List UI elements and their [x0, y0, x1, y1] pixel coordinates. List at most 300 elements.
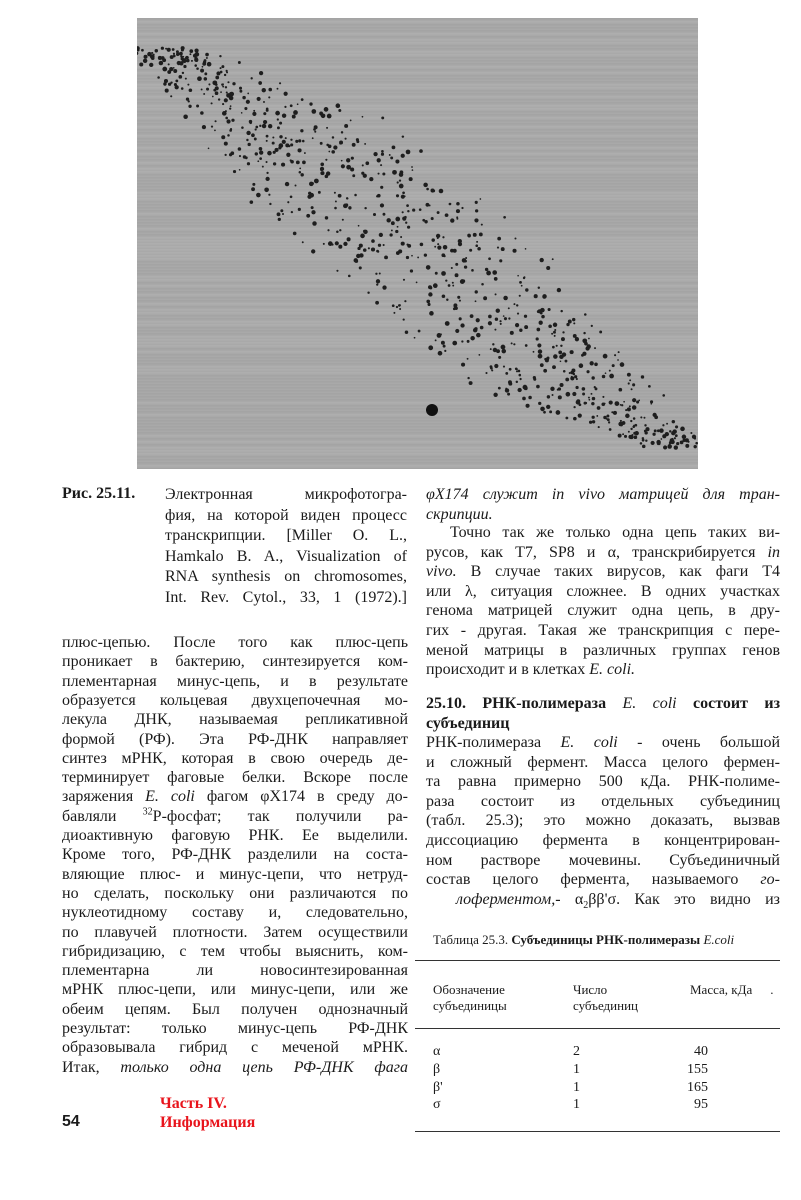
- micrograph-particle: [558, 350, 562, 354]
- micrograph-particle: [268, 194, 270, 196]
- micrograph-particle: [224, 142, 228, 146]
- table-caption-title: Субъединицы РНК-полимеразы: [511, 932, 704, 947]
- micrograph-particle: [375, 273, 377, 275]
- micrograph-particle: [170, 81, 172, 83]
- micrograph-particle: [448, 284, 451, 287]
- micrograph-particle: [265, 161, 267, 163]
- micrograph-particle: [648, 385, 651, 388]
- micrograph-particle: [552, 365, 556, 369]
- text-segment: E. coli: [622, 695, 677, 712]
- micrograph-particle: [475, 201, 478, 204]
- micrograph-particle: [523, 276, 525, 278]
- micrograph-particle: [251, 187, 255, 191]
- text-line: [426, 831, 780, 850]
- micrograph-particle: [222, 83, 224, 85]
- micrograph-particle: [299, 167, 301, 169]
- micrograph-particle: [475, 244, 478, 247]
- micrograph-particle: [503, 216, 506, 219]
- micrograph-particle: [411, 166, 413, 168]
- micrograph-particle: [437, 243, 439, 245]
- micrograph-particle: [645, 427, 649, 431]
- micrograph-particle: [560, 310, 562, 312]
- micrograph-particle: [508, 307, 510, 309]
- micrograph-particle: [182, 59, 186, 63]
- micrograph-particle: [540, 258, 544, 262]
- micrograph-particle: [605, 372, 607, 374]
- text-line: [426, 870, 780, 889]
- micrograph-particle: [603, 354, 608, 359]
- micrograph-particle: [254, 138, 257, 141]
- micrograph-particle: [609, 374, 614, 379]
- micrograph-particle: [517, 275, 519, 277]
- text-segment: состав целого фермента, называемого: [426, 871, 761, 889]
- micrograph-particle: [320, 167, 324, 171]
- micrograph-particle: [212, 96, 214, 98]
- text-line: [62, 787, 408, 806]
- micrograph-particle: [292, 115, 296, 119]
- micrograph-particle: [669, 443, 671, 445]
- micrograph-particle: [540, 407, 545, 412]
- micrograph-particle: [229, 153, 232, 156]
- micrograph-particle: [325, 159, 327, 161]
- micrograph-particle: [383, 244, 385, 246]
- micrograph-particle: [405, 331, 408, 334]
- micrograph-particle: [633, 417, 636, 420]
- micrograph-particle: [465, 257, 467, 259]
- micrograph-particle: [445, 280, 447, 282]
- micrograph-particle: [348, 275, 351, 278]
- micrograph-particle: [325, 216, 328, 219]
- text-line: [426, 714, 780, 733]
- micrograph-particle: [437, 211, 440, 214]
- micrograph-particle: [247, 93, 249, 95]
- micrograph-particle: [185, 78, 187, 80]
- micrograph-particle: [204, 72, 207, 75]
- text-segment: RNA synthesis on chromosomes,: [165, 568, 407, 586]
- micrograph-particle: [437, 246, 441, 250]
- micrograph-particle: [185, 57, 187, 59]
- micrograph-particle: [311, 182, 314, 185]
- micrograph-particle: [369, 177, 373, 181]
- micrograph-particle: [272, 142, 275, 145]
- micrograph-particle: [266, 108, 269, 111]
- micrograph-particle: [182, 72, 184, 74]
- micrograph-particle: [352, 143, 356, 147]
- micrograph-particle: [519, 378, 521, 380]
- micrograph-particle: [320, 114, 323, 117]
- micrograph-particle: [478, 354, 480, 356]
- micrograph-particle: [412, 209, 415, 212]
- micrograph-particle: [553, 354, 558, 359]
- micrograph-particle: [511, 342, 513, 344]
- micrograph-particle: [268, 96, 270, 98]
- micrograph-particle: [680, 427, 685, 432]
- text-line: [62, 826, 408, 845]
- micrograph-particle: [203, 93, 205, 95]
- text-segment: 25.10. РНК-полимераза: [426, 695, 623, 712]
- micrograph-particle: [266, 172, 268, 174]
- micrograph-particle: [265, 121, 267, 123]
- micrograph-particle: [538, 287, 540, 289]
- micrograph-particle: [588, 338, 590, 340]
- text-line: [426, 505, 780, 524]
- micrograph-particle: [526, 404, 530, 408]
- micrograph-particle: [429, 311, 434, 316]
- text-segment: русов, как T7, SP8 и α, транскрибируется: [426, 543, 768, 561]
- micrograph-particle: [208, 83, 210, 85]
- micrograph-particle: [225, 117, 228, 120]
- micrograph-particle: [163, 82, 166, 85]
- text-segment: лекула ДНК, называемая репликативной: [62, 711, 408, 729]
- text-line: [62, 633, 408, 652]
- text-segment: Hamkalo B. A., Visualization of: [165, 547, 407, 565]
- micrograph-particle: [654, 429, 657, 432]
- micrograph-particle: [206, 88, 209, 91]
- micrograph-particle: [426, 300, 430, 304]
- micrograph-particle: [618, 351, 620, 353]
- micrograph-particle: [629, 405, 631, 407]
- micrograph-particle: [666, 423, 668, 425]
- micrograph-particle: [238, 147, 242, 151]
- micrograph-particle: [609, 370, 611, 372]
- text-line: [62, 903, 408, 922]
- micrograph-particle: [362, 164, 364, 166]
- micrograph-particle: [675, 434, 678, 437]
- text-segment: гибридизацию, с тем чтобы выяснить, ком-: [62, 942, 408, 960]
- text-segment: Р-фосфат; так получили ра-: [152, 807, 408, 825]
- micrograph-particle: [665, 432, 669, 436]
- micrograph-particle: [424, 254, 427, 257]
- micrograph-particle: [168, 63, 170, 65]
- micrograph-particle: [239, 87, 242, 90]
- micrograph-particle: [291, 211, 293, 213]
- micrograph-particle: [175, 85, 179, 89]
- micrograph-particle: [586, 370, 589, 373]
- micrograph-particle: [566, 323, 569, 326]
- micrograph-particle: [441, 271, 446, 276]
- micrograph-particle: [258, 81, 262, 85]
- micrograph-particle: [314, 125, 318, 129]
- micrograph-particle: [287, 201, 289, 203]
- micrograph-particle: [233, 170, 236, 173]
- micrograph-particle: [379, 273, 381, 275]
- micrograph-particle: [173, 69, 177, 73]
- micrograph-particle: [403, 279, 405, 281]
- micrograph-particle: [519, 281, 522, 284]
- micrograph-particle: [417, 257, 419, 259]
- micrograph-particle: [574, 375, 577, 378]
- micrograph-particle: [507, 393, 510, 396]
- micrograph-particle: [207, 62, 212, 67]
- micrograph-particle: [290, 143, 293, 146]
- micrograph-particle: [311, 206, 314, 209]
- micrograph-particle: [464, 265, 467, 268]
- micrograph-particle: [612, 364, 615, 367]
- micrograph-particle: [471, 269, 474, 272]
- micrograph-particle: [399, 180, 401, 182]
- micrograph-particle: [181, 87, 184, 90]
- micrograph-particle: [685, 438, 689, 442]
- micrograph-particle: [565, 417, 568, 420]
- micrograph-particle: [477, 247, 481, 251]
- micrograph-particle: [458, 239, 462, 243]
- micrograph-particle: [157, 76, 160, 79]
- micrograph-particle: [576, 378, 578, 380]
- micrograph-particle: [350, 120, 352, 122]
- micrograph-particle: [594, 347, 596, 349]
- micrograph-particle: [307, 195, 311, 199]
- micrograph-particle: [284, 92, 288, 96]
- micrograph-particle: [392, 304, 395, 307]
- micrograph-particle: [350, 167, 354, 171]
- text-segment: вляющие плюс- и минус-цепи, что нетруд-: [62, 865, 408, 883]
- micrograph-particle: [368, 247, 370, 249]
- micrograph-particle: [459, 317, 462, 320]
- micrograph-particle: [173, 53, 175, 55]
- micrograph-particle: [591, 325, 593, 327]
- micrograph-particle: [503, 315, 505, 317]
- micrograph-particle: [492, 270, 497, 275]
- micrograph-particle: [200, 111, 204, 115]
- micrograph-particle: [334, 207, 337, 210]
- micrograph-particle: [642, 437, 644, 439]
- micrograph-particle: [227, 134, 230, 137]
- micrograph-particle: [295, 140, 298, 143]
- micrograph-particle: [391, 221, 395, 225]
- micrograph-particle: [170, 55, 174, 59]
- micrograph-particle: [424, 220, 427, 223]
- text-segment: состоит из: [676, 695, 781, 712]
- micrograph-particle: [627, 407, 631, 411]
- micrograph-particle: [246, 131, 250, 135]
- micrograph-particle: [231, 119, 234, 122]
- micrograph-particle: [275, 111, 280, 116]
- text-segment: результат: только минус-цепь РФ-ДНК: [62, 1020, 408, 1037]
- micrograph-particle: [583, 332, 585, 334]
- micrograph-particle: [290, 195, 293, 198]
- micrograph-particle: [402, 191, 405, 194]
- micrograph-particle: [546, 266, 550, 270]
- micrograph-particle: [281, 163, 285, 167]
- micrograph-particle: [495, 318, 498, 321]
- micrograph-particle: [406, 150, 411, 155]
- text-line: [426, 660, 780, 679]
- text-line: [165, 526, 407, 545]
- micrograph-particle: [343, 242, 347, 246]
- micrograph-particle: [285, 137, 287, 139]
- micrograph-particle: [521, 285, 523, 287]
- micrograph-particle: [628, 382, 630, 384]
- micrograph-particle: [436, 234, 440, 238]
- micrograph-particle: [277, 126, 280, 129]
- micrograph-particle: [285, 182, 289, 186]
- micrograph-particle: [557, 389, 559, 391]
- micrograph-particle: [573, 406, 575, 408]
- micrograph-particle: [491, 369, 493, 371]
- micrograph-particle: [625, 414, 630, 419]
- micrograph-particle: [314, 179, 319, 184]
- text-segment: плементарная минус-цепь, и в результате: [62, 672, 408, 690]
- micrograph-particle: [279, 122, 282, 125]
- part-title: Информация: [160, 1114, 256, 1131]
- micrograph-particle: [245, 156, 248, 159]
- text-segment: ββ'σ. Как это видно из: [588, 890, 780, 908]
- micrograph-particle: [455, 263, 458, 266]
- micrograph-particle: [215, 91, 219, 95]
- micrograph-particle: [395, 230, 398, 233]
- micrograph-particle: [534, 294, 538, 298]
- micrograph-particle: [693, 445, 696, 448]
- micrograph-particle: [384, 255, 388, 259]
- micrograph-particle: [312, 137, 314, 139]
- micrograph-particle: [193, 54, 197, 58]
- micrograph-particle: [515, 323, 519, 327]
- micrograph-particle: [672, 429, 676, 433]
- text-line: [62, 923, 408, 942]
- micrograph-particle: [548, 324, 552, 328]
- micrograph-particle: [685, 444, 689, 448]
- text-line: [426, 523, 780, 542]
- micrograph-particle: [428, 345, 433, 350]
- micrograph-particle: [399, 304, 401, 306]
- micrograph-particle: [656, 440, 660, 444]
- micrograph-particle: [401, 242, 405, 246]
- micrograph-particle: [452, 282, 454, 284]
- micrograph-particle: [341, 131, 343, 133]
- micrograph-particle: [569, 372, 571, 374]
- text-line: [62, 730, 408, 749]
- micrograph-particle: [339, 141, 343, 145]
- micrograph-particle: [493, 348, 497, 352]
- micrograph-particle: [435, 272, 438, 275]
- micrograph-particle: [539, 321, 543, 325]
- micrograph-particle: [674, 437, 676, 439]
- micrograph-particle: [356, 138, 359, 141]
- micrograph-particle: [290, 104, 293, 107]
- text-line: [426, 792, 780, 811]
- micrograph-particle: [632, 405, 637, 410]
- micrograph-particle: [272, 136, 274, 138]
- micrograph-particle: [346, 158, 350, 162]
- micrograph-particle: [536, 385, 540, 389]
- micrograph-particle: [606, 415, 609, 418]
- micrograph-particle: [675, 425, 678, 428]
- micrograph-particle: [652, 413, 656, 417]
- micrograph-particle: [202, 66, 204, 68]
- micrograph-particle: [442, 236, 444, 238]
- micrograph-particle: [396, 306, 398, 308]
- micrograph-particle: [431, 217, 434, 220]
- micrograph-particle: [249, 120, 252, 123]
- micrograph-particle: [255, 126, 258, 129]
- text-line: [62, 961, 408, 980]
- text-segment: Кроме того, РФ-ДНК разделили на соста-: [62, 846, 408, 864]
- micrograph-particle: [341, 164, 345, 168]
- micrograph-particle: [452, 285, 454, 287]
- text-line: [62, 942, 408, 961]
- micrograph-particle: [492, 343, 494, 345]
- micrograph-particle: [608, 421, 610, 423]
- micrograph-particle: [302, 140, 305, 143]
- table-cell-count: 2: [573, 1044, 580, 1059]
- micrograph-particle: [516, 304, 518, 306]
- micrograph-particle: [508, 382, 512, 386]
- micrograph-particle: [513, 303, 515, 305]
- micrograph-particle: [401, 154, 405, 158]
- micrograph-particle: [443, 255, 445, 257]
- micrograph-particle: [557, 288, 561, 292]
- micrograph-particle: [397, 226, 399, 228]
- micrograph-particle: [672, 420, 675, 423]
- micrograph-particle: [229, 96, 234, 101]
- micrograph-particle: [475, 209, 478, 212]
- micrograph-particle: [652, 433, 655, 436]
- micrograph-particle: [488, 257, 491, 260]
- micrograph-particle: [263, 112, 266, 115]
- text-line: [165, 567, 407, 586]
- micrograph-particle: [631, 388, 633, 390]
- micrograph-particle: [473, 233, 477, 237]
- micrograph-particle: [406, 256, 409, 259]
- micrograph-particle: [540, 308, 545, 313]
- micrograph-particle: [342, 219, 344, 221]
- micrograph-particle: [180, 55, 183, 58]
- micrograph-particle: [573, 373, 575, 375]
- micrograph-particle: [640, 442, 643, 445]
- micrograph-particle: [552, 394, 554, 396]
- micrograph-particle: [692, 435, 696, 439]
- micrograph-particle: [617, 359, 619, 361]
- micrograph-particle: [461, 363, 465, 367]
- micrograph-particle: [204, 77, 208, 81]
- micrograph-particle: [326, 127, 328, 129]
- micrograph-particle: [499, 259, 502, 262]
- micrograph-particle: [162, 58, 166, 62]
- micrograph-particle: [588, 397, 590, 399]
- text-line: [426, 582, 780, 601]
- micrograph-particle: [332, 136, 334, 138]
- micrograph-particle: [389, 154, 391, 156]
- text-segment: ном растворе мочевины. Субъединичный: [426, 851, 780, 869]
- micrograph-particle: [414, 337, 416, 339]
- micrograph-particle: [399, 184, 404, 189]
- micrograph-particle: [518, 374, 521, 377]
- text-segment: мРНК плюс-цепи, или минус-цепи, или же: [62, 981, 408, 999]
- micrograph-particle: [641, 375, 644, 378]
- micrograph-particle: [288, 145, 290, 147]
- micrograph-particle: [499, 320, 501, 322]
- micrograph-particle: [290, 139, 292, 141]
- micrograph-particle: [378, 173, 380, 175]
- micrograph-particle: [670, 438, 675, 443]
- micrograph-particle: [298, 208, 301, 211]
- micrograph-particle: [635, 431, 639, 435]
- micrograph-particle: [624, 435, 627, 438]
- micrograph-particle: [469, 249, 472, 252]
- text-segment: формой (РФ). Эта РФ-ДНК направляет: [62, 730, 408, 748]
- micrograph-particle: [208, 148, 210, 150]
- micrograph-particle: [456, 202, 460, 206]
- micrograph-particle: [269, 203, 271, 205]
- micrograph-particle: [169, 67, 173, 71]
- micrograph-particle: [390, 156, 393, 159]
- text-segment: диоактивную фаговую РНК. Ее выделили.: [62, 827, 408, 844]
- micrograph-particle: [197, 76, 202, 81]
- micrograph-particle: [189, 53, 191, 55]
- micrograph-particle: [562, 331, 564, 333]
- micrograph-particle: [143, 59, 147, 63]
- micrograph-particle: [320, 171, 324, 175]
